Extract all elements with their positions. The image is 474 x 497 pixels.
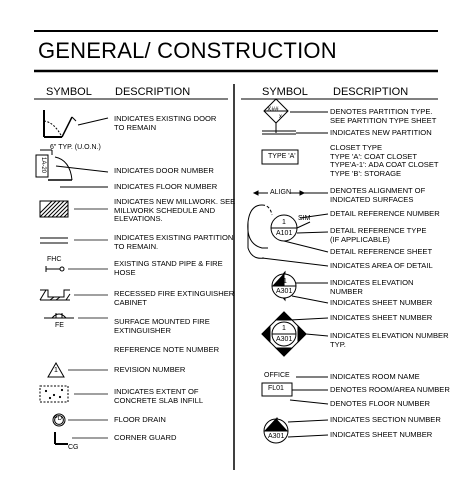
- door-number-icon: [36, 150, 108, 180]
- right-desc-14: DENOTES ROOM/AREA NUMBER: [330, 385, 450, 394]
- existing-door-icon: [44, 110, 108, 137]
- typ-uon-label: 6" TYP. (U.O.N.): [50, 144, 101, 151]
- page-title: GENERAL/ CONSTRUCTION: [38, 38, 337, 63]
- right-desc-13: INDICATES ROOM NAME: [330, 372, 420, 381]
- detail-sim-label: SIM: [298, 215, 311, 222]
- align-label: ALIGN: [270, 189, 292, 196]
- left-desc-6: EXISTING STAND PIPE & FIRE HOSE: [114, 259, 223, 277]
- left-desc-3: INDICATES FLOOR NUMBER: [114, 182, 218, 191]
- left-desc-7: RECESSED FIRE EXTINGUISHER CABINET: [114, 289, 235, 307]
- right-desc-7: DETAIL REFERENCE SHEET: [330, 247, 433, 256]
- right-desc-9: INDICATES ELEVATION NUMBER: [330, 278, 414, 296]
- left-description-header: DESCRIPTION: [115, 86, 191, 98]
- interior-elevation-sheet-label: A301: [276, 336, 293, 343]
- left-desc-1: INDICATES EXISTING DOOR TO REMAIN: [114, 114, 217, 132]
- right-desc-2: INDICATES NEW PARTITION: [330, 128, 432, 137]
- corner-guard-icon: [55, 432, 68, 444]
- fe-label: FE: [55, 322, 64, 329]
- door-tag-label: 1A-20: [40, 156, 47, 174]
- fire-extinguisher-cabinet-icon: [40, 290, 70, 300]
- right-description-header: DESCRIPTION: [333, 86, 409, 98]
- right-desc-15: DENOTES FLOOR NUMBER: [330, 399, 430, 408]
- fhc-label: FHC: [47, 256, 62, 263]
- left-desc-10: REVISION NUMBER: [114, 365, 186, 374]
- left-desc-8: SURFACE MOUNTED FIRE EXTINGUISHER: [114, 317, 210, 335]
- left-desc-12: FLOOR DRAIN: [114, 415, 166, 424]
- left-desc-11: INDICATES EXTENT OF CONCRETE SLAB INFILL: [114, 387, 204, 405]
- fire-hose-icon: [46, 266, 64, 272]
- room-number-label: FL01: [268, 385, 284, 392]
- corner-guard-label: CG: [68, 444, 79, 451]
- fire-extinguisher-icon: [44, 313, 74, 318]
- concrete-slab-icon: [40, 386, 68, 402]
- left-desc-2: INDICATES DOOR NUMBER: [114, 166, 214, 175]
- left-desc-9: REFERENCE NOTE NUMBER: [114, 345, 220, 354]
- right-desc-3: CLOSET TYPE TYPE 'A': COAT CLOSET TYPE'A-1': ADA COAT CLOSET TYPE 'B': STORAGE: [330, 143, 439, 178]
- right-desc-1: DENOTES PARTITION TYPE. SEE PARTITION TYPE SHEET: [330, 107, 437, 125]
- existing-partition-icon: [40, 238, 68, 243]
- closet-tag-label: TYPE 'A': [268, 153, 296, 160]
- detail-sheet-label: A101: [276, 230, 293, 237]
- left-desc-4: INDICATES NEW MILLWORK. SEE MILLWORK SCHEDULE AND ELEVATIONS.: [114, 197, 236, 224]
- revision-label: 1: [54, 367, 58, 374]
- left-leaders: [68, 209, 108, 438]
- partition-type-icon: [264, 99, 328, 133]
- partition-x-label: x: [279, 114, 282, 120]
- detail-number-label: 1: [282, 219, 286, 226]
- left-desc-5: INDICATES EXISTING PARTITION TO REMAIN.: [114, 233, 234, 251]
- left-symbol-header: SYMBOL: [46, 86, 92, 98]
- right-desc-6: DETAIL REFERENCE TYPE (IF APPLICABLE): [330, 226, 427, 244]
- elevation-number-label: 1: [283, 278, 287, 285]
- right-symbol-header: SYMBOL: [262, 86, 308, 98]
- right-desc-12: INDICATES ELEVATION NUMBER TYP.: [330, 331, 449, 349]
- right-desc-4: DENOTES ALIGNMENT OF INDICATED SURFACES: [330, 186, 426, 204]
- right-desc-17: INDICATES SHEET NUMBER: [330, 430, 433, 439]
- millwork-hatch-icon: [40, 201, 68, 217]
- right-desc-11: INDICATES SHEET NUMBER: [330, 313, 433, 322]
- floor-drain-label: FD: [54, 416, 62, 422]
- section-number-label: 1: [274, 423, 278, 430]
- elevation-sheet-label: A301: [276, 288, 293, 295]
- room-name-label: OFFICE: [264, 372, 290, 379]
- interior-elevation-number-label: 1: [282, 325, 286, 332]
- right-desc-10: INDICATES SHEET NUMBER: [330, 298, 433, 307]
- right-desc-5: DETAIL REFERENCE NUMBER: [330, 209, 440, 218]
- partition-tag-label: X##: [267, 106, 279, 113]
- section-sheet-label: A301: [268, 433, 285, 440]
- new-partition-icon: [262, 131, 328, 134]
- right-desc-8: INDICATES AREA OF DETAIL: [330, 261, 433, 270]
- interior-elevation-icon: [262, 312, 328, 356]
- left-desc-13: CORNER GUARD: [114, 433, 177, 442]
- right-desc-16: INDICATES SECTION NUMBER: [330, 415, 441, 424]
